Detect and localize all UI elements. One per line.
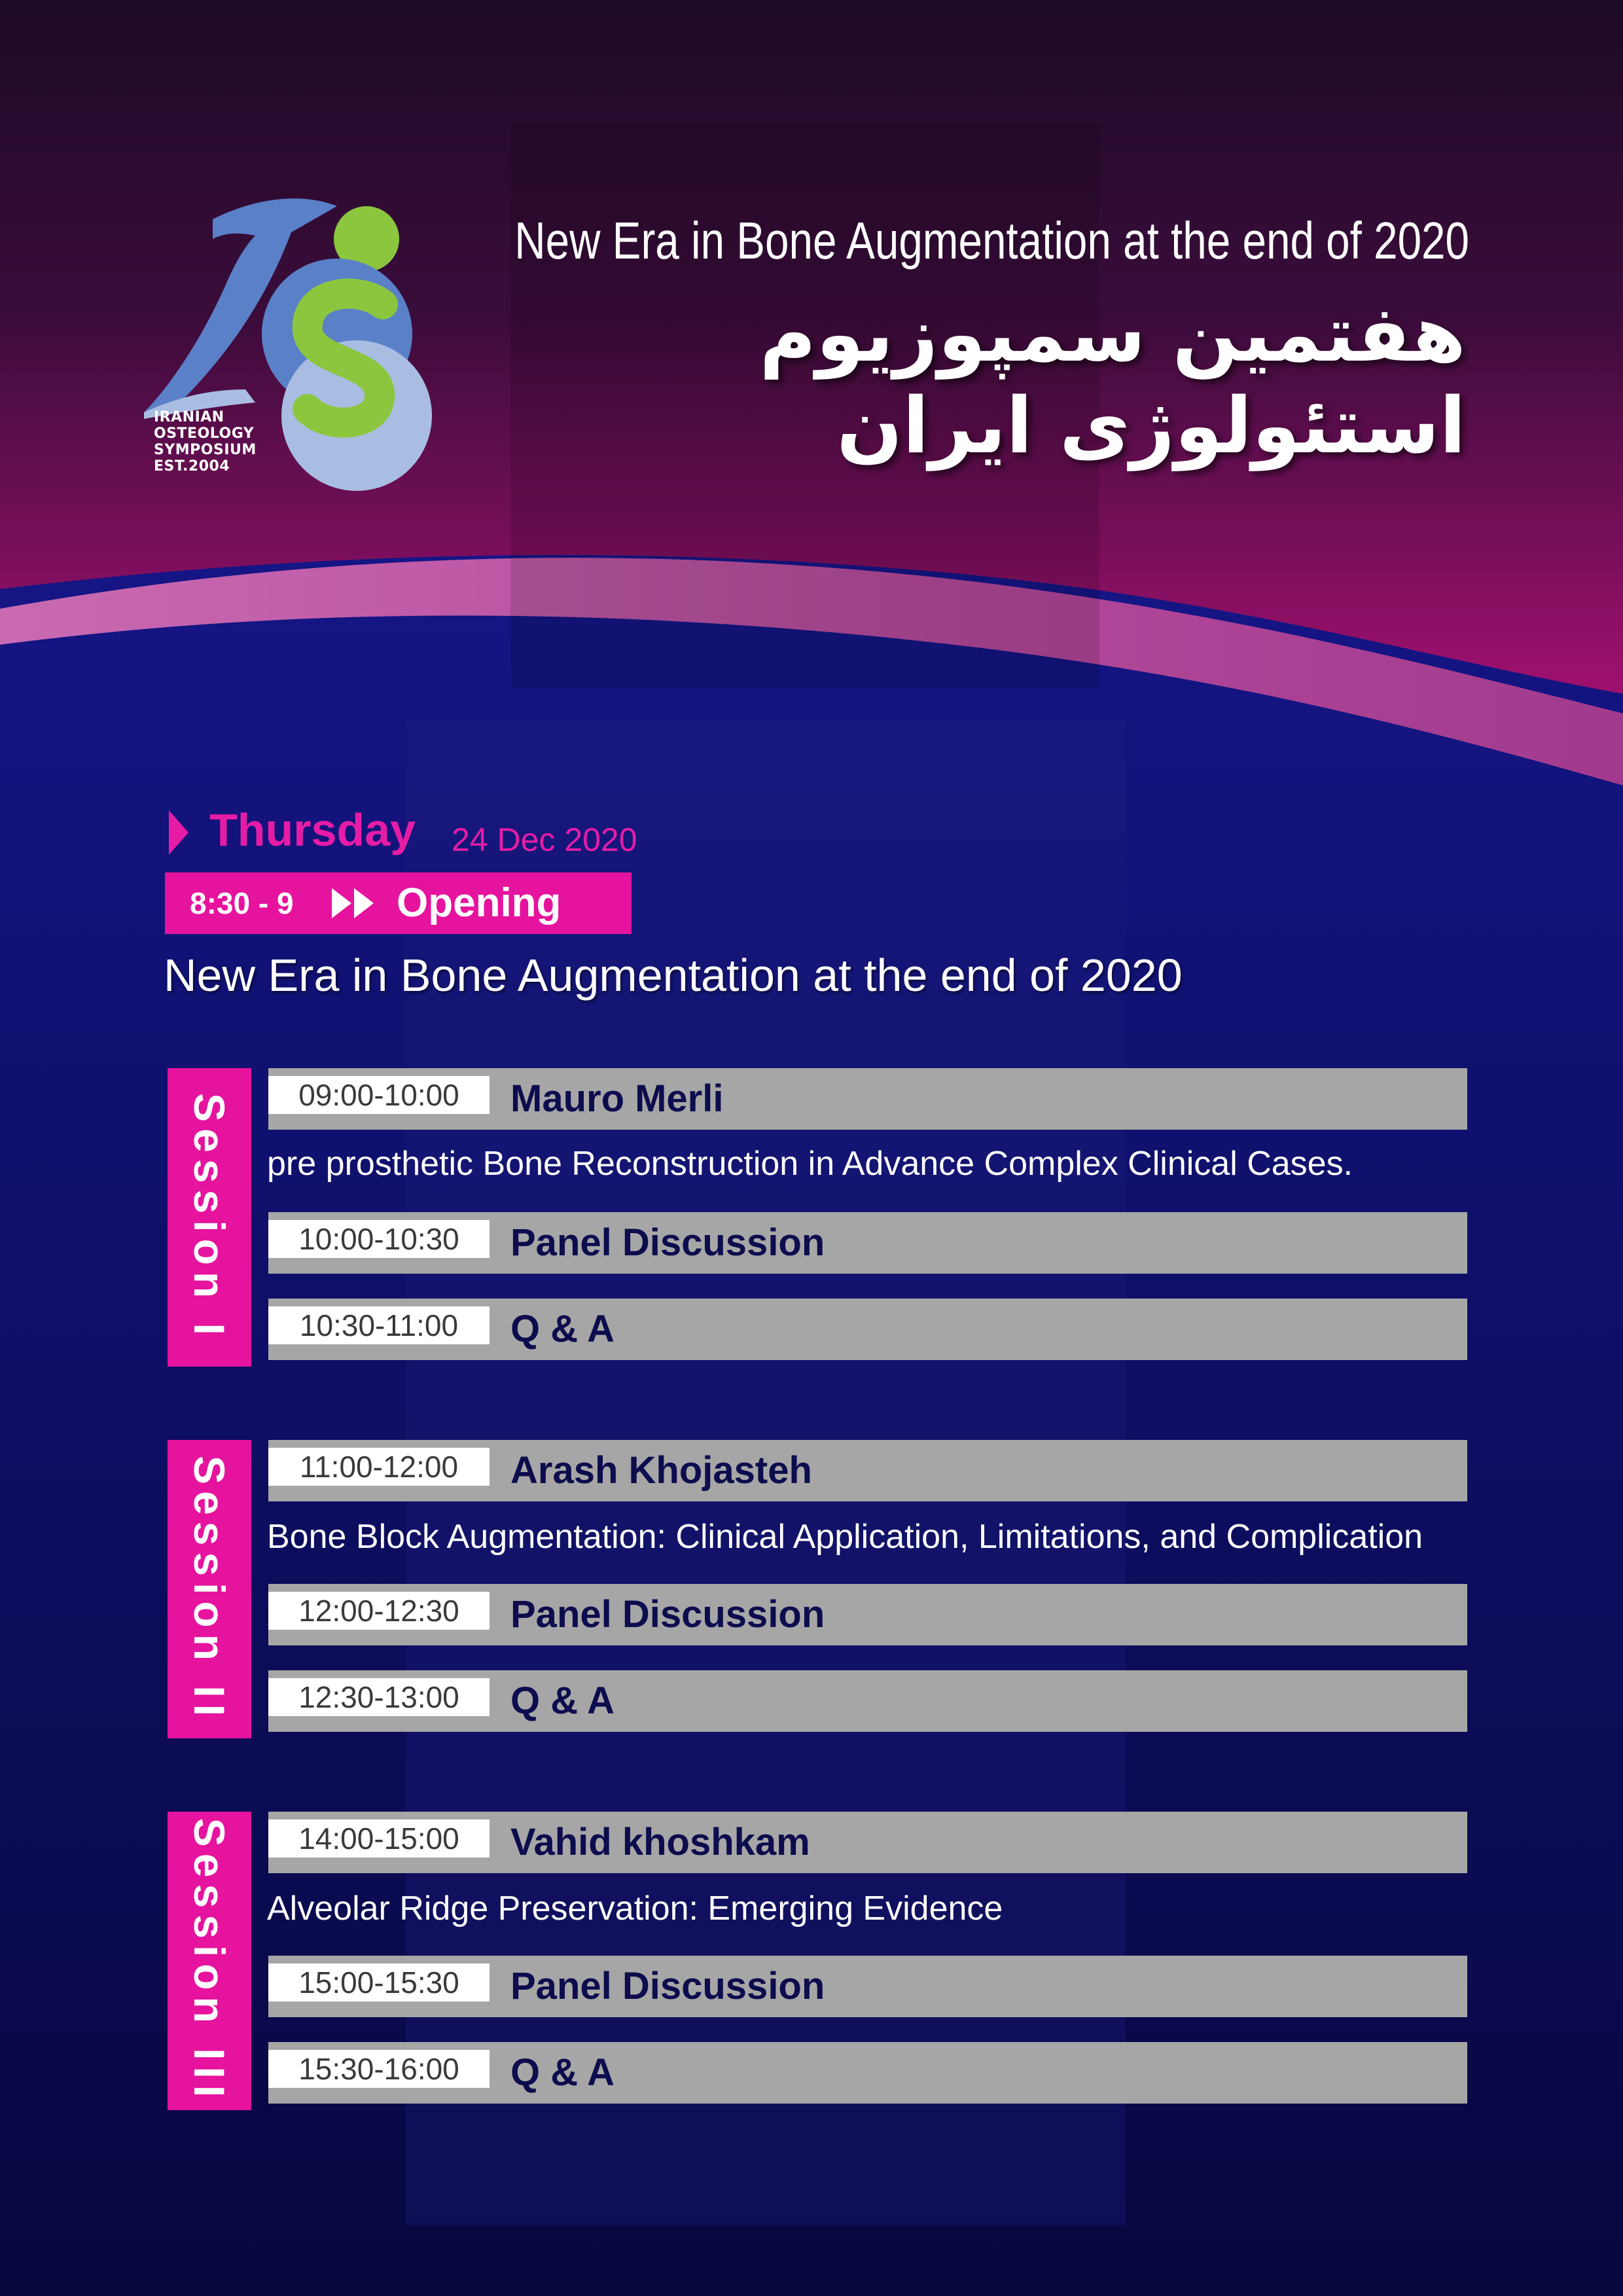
day-marker-icon [169, 810, 188, 855]
session-tab [168, 1440, 251, 1738]
schedule-row-qa [268, 1299, 1467, 1360]
schedule-row-speaker [268, 1812, 1467, 1873]
time-slot: 12:00-12:30 [268, 1592, 490, 1630]
session-label: Session I [185, 1093, 234, 1342]
time-slot: 10:30-11:00 [268, 1306, 490, 1344]
logo-text-line: SYMPOSIUM [154, 442, 257, 458]
speaker-name: Vahid khoshkam [510, 1821, 810, 1863]
schedule-row-panel [268, 1956, 1467, 2017]
logo-text-line: IRANIAN [154, 409, 224, 425]
double-play-icon [332, 888, 378, 918]
opening-title: New Era in Bone Augmentation at the end of 2020 [164, 950, 1183, 1001]
schedule-row-panel [268, 1584, 1467, 1645]
talk-title: pre prosthetic Bone Reconstruction in Advance Complex Clinical Cases. [267, 1145, 1353, 1183]
header-title-line-2: استئولوژی ایران [836, 380, 1466, 471]
schedule-row-speaker [268, 1440, 1467, 1501]
opening-bar [165, 872, 632, 934]
speaker-name: Arash Khojasteh [510, 1449, 812, 1492]
schedule-row-speaker [268, 1068, 1467, 1130]
row-label: Q & A [510, 2051, 615, 2094]
row-label: Panel Discussion [510, 1221, 825, 1264]
time-slot: 10:00-10:30 [268, 1220, 490, 1258]
speaker-name: Mauro Merli [510, 1077, 724, 1120]
header-title-line-1: هفتمین سمپوزیوم [759, 289, 1466, 379]
logo-text-line: OSTEOLOGY [154, 425, 255, 442]
row-label: Panel Discussion [510, 1965, 825, 2007]
day-name: Thursday [209, 804, 416, 855]
row-label: Panel Discussion [510, 1593, 825, 1636]
schedule-row-panel [268, 1212, 1467, 1274]
talk-title: Alveolar Ridge Preservation: Emerging Evidence [267, 1890, 1003, 1928]
opening-time: 8:30 - 9 [190, 886, 294, 920]
time-slot: 11:00-12:00 [268, 1448, 490, 1486]
time-slot: 12:30-13:00 [268, 1678, 490, 1716]
session-tab [168, 1068, 251, 1367]
time-slot: 14:00-15:00 [268, 1820, 490, 1857]
day-date: 24 Dec 2020 [452, 821, 637, 858]
session-tab [168, 1812, 251, 2110]
schedule-row-qa [268, 2042, 1467, 2104]
session-label: Session III [185, 1818, 234, 2104]
logo-text-line: EST.2004 [154, 458, 230, 475]
time-slot: 15:30-16:00 [268, 2050, 490, 2088]
time-slot: 09:00-10:00 [268, 1076, 490, 1114]
time-slot: 15:00-15:30 [268, 1964, 490, 2001]
row-label: Q & A [510, 1679, 615, 1722]
talk-title: Bone Block Augmentation: Clinical Application, Limitations, and Complication [267, 1518, 1423, 1556]
header-subtitle: New Era in Bone Augmentation at the end of 2020 [514, 211, 1469, 270]
schedule-row-qa [268, 1670, 1467, 1732]
header-title-persian [648, 288, 1466, 471]
session-label: Session II [185, 1455, 234, 1723]
logo-text [154, 409, 311, 475]
row-label: Q & A [510, 1308, 615, 1350]
opening-label: Opening [397, 880, 562, 925]
